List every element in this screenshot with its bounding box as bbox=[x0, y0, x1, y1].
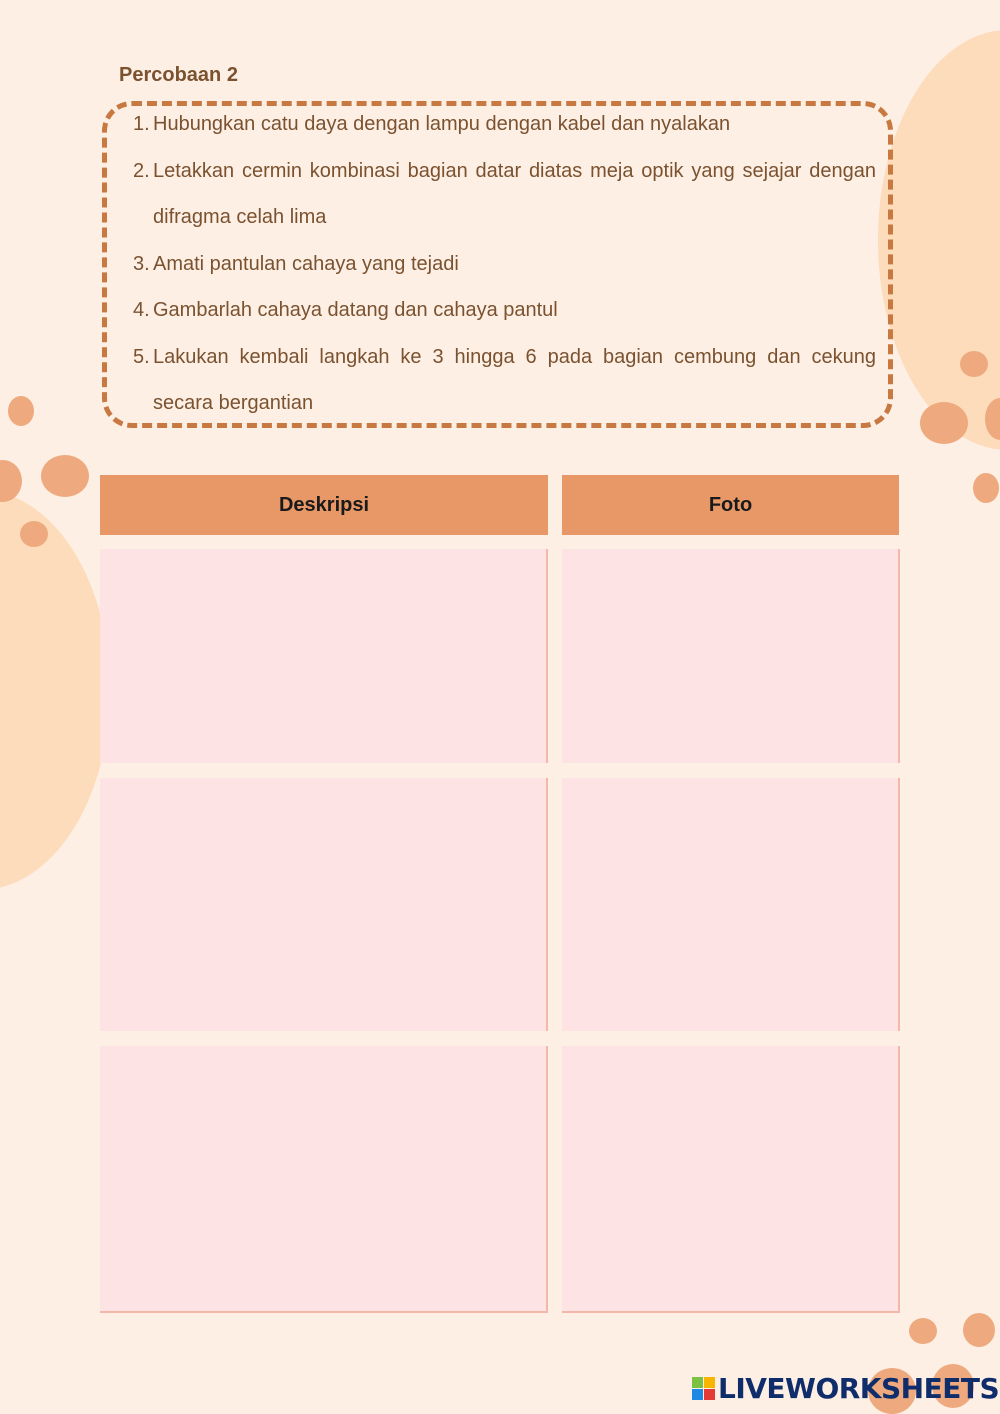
decor-dot bbox=[973, 473, 999, 503]
step-text: Amati pantulan cahaya yang tejadi bbox=[153, 252, 459, 275]
section-heading: Percobaan 2 bbox=[119, 64, 238, 86]
photo-cell[interactable] bbox=[562, 549, 900, 763]
decor-dot bbox=[920, 402, 968, 444]
step-number: 3. bbox=[133, 252, 150, 275]
step-number: 1. bbox=[133, 113, 150, 135]
description-cell[interactable] bbox=[100, 778, 548, 1031]
description-cell[interactable] bbox=[100, 1046, 548, 1313]
step-text: Letakkan cermin kombinasi bagian datar diatas meja optik yang sejajar dengan difragma celah lima bbox=[153, 159, 876, 228]
decor-dot bbox=[909, 1318, 937, 1344]
decor-blob-right bbox=[878, 30, 1000, 450]
step-text: Hubungkan catu daya dengan lampu dengan kabel dan nyalakan bbox=[153, 113, 731, 135]
live-badge-icon bbox=[692, 1377, 715, 1400]
liveworksheets-logo bbox=[692, 1372, 999, 1405]
decor-dot bbox=[8, 396, 34, 426]
decor-dot bbox=[0, 460, 22, 502]
photo-cell[interactable] bbox=[562, 778, 900, 1031]
column-header-deskripsi: Deskripsi bbox=[100, 475, 548, 535]
instruction-step bbox=[130, 241, 876, 288]
instruction-step bbox=[130, 101, 876, 148]
step-number: 5. bbox=[133, 345, 150, 368]
instruction-step bbox=[130, 148, 876, 241]
decor-dot bbox=[960, 351, 988, 377]
instruction-step bbox=[130, 287, 876, 334]
decor-dot bbox=[963, 1313, 995, 1347]
photo-cell[interactable] bbox=[562, 1046, 900, 1313]
step-text: Lakukan kembali langkah ke 3 hingga 6 pada bagian cembung dan cekung secara bergantian bbox=[153, 345, 876, 414]
instructions-list bbox=[130, 101, 876, 427]
instruction-step bbox=[130, 334, 876, 427]
description-cell[interactable] bbox=[100, 549, 548, 763]
column-header-foto: Foto bbox=[562, 475, 899, 535]
step-number: 4. bbox=[133, 299, 150, 321]
brand-name: LIVEWORKSHEETS bbox=[718, 1372, 1000, 1405]
decor-dot bbox=[41, 455, 89, 497]
decor-dot bbox=[20, 521, 48, 547]
decor-blob-left bbox=[0, 490, 110, 890]
step-text: Gambarlah cahaya datang dan cahaya pantul bbox=[153, 299, 558, 321]
step-number: 2. bbox=[133, 159, 150, 182]
